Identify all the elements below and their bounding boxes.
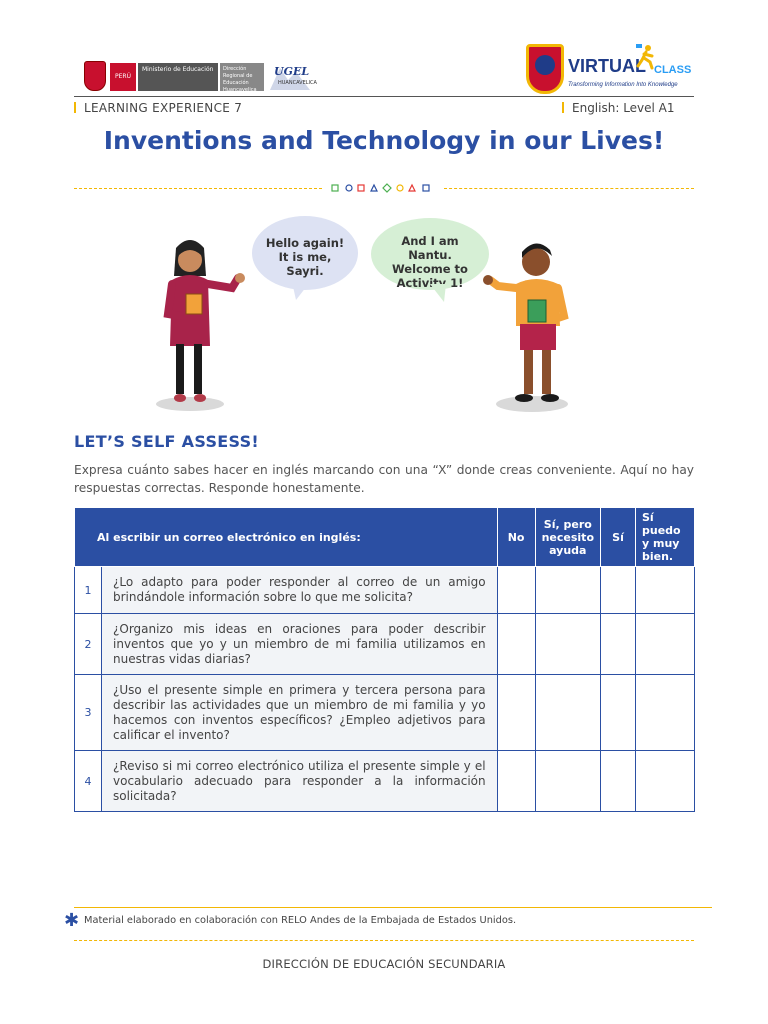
answer-cell-muy-bien[interactable]	[636, 675, 695, 751]
peru-shield-icon	[84, 61, 106, 91]
table-row	[75, 567, 695, 614]
gov-peru-label: PERÚ	[110, 63, 136, 91]
table-row	[75, 614, 695, 675]
answer-cell-si-ayuda[interactable]	[535, 675, 600, 751]
asterisk-icon: ✱	[64, 910, 80, 931]
answer-cell-si[interactable]	[601, 675, 636, 751]
page-title: Inventions and Technology in our Lives!	[103, 126, 665, 155]
virtual-class-text: CLASS	[654, 64, 692, 76]
answer-cell-no[interactable]	[497, 751, 535, 812]
sayri-speech-bubble	[252, 216, 358, 290]
learning-experience-label: LEARNING EXPERIENCE 7	[74, 101, 242, 115]
self-assessment-table	[74, 507, 695, 812]
title-divider-right	[444, 188, 694, 189]
answer-cell-muy-bien[interactable]	[636, 614, 695, 675]
sayri-bubble-tail	[292, 282, 310, 300]
virtual-tagline: Transforming Information Into Knowledge	[568, 82, 678, 88]
column-header-muy-bien: Sí puedo y muy bien.	[636, 508, 695, 567]
row-number: 3	[75, 675, 102, 751]
table-header-row	[75, 508, 695, 567]
header-rule	[74, 96, 694, 97]
answer-cell-si[interactable]	[601, 567, 636, 614]
answer-cell-muy-bien[interactable]	[636, 751, 695, 812]
nantu-speech-text: And I am Nantu. Welcome to Activity 1!	[392, 234, 468, 290]
answer-cell-no[interactable]	[497, 567, 535, 614]
nantu-bubble-tail	[430, 284, 446, 302]
sayri-illustration	[154, 236, 254, 412]
column-header-no: No	[497, 508, 535, 567]
school-shield-icon	[526, 44, 564, 94]
virtual-brand-text: VIRTUAL	[568, 56, 646, 76]
footer-divider	[74, 940, 694, 941]
column-header-si: Sí	[601, 508, 636, 567]
answer-cell-muy-bien[interactable]	[636, 567, 695, 614]
gov-direction-label: Dirección Regional de Educación Huancavelica	[220, 63, 264, 91]
footer-note: Material elaborado en colaboración con RELO Andes de la Embajada de Estados Unidos.	[84, 915, 517, 926]
answer-cell-si-ayuda[interactable]	[535, 751, 600, 812]
nantu-speech-bubble	[371, 218, 489, 290]
table-row	[75, 751, 695, 812]
virtual-class-logo	[526, 42, 696, 98]
row-question: ¿Organizo mis ideas en oraciones para poder describir inventos que yo y un miembro de mi familia utilizamos en nuestras vidas diarias?	[102, 614, 498, 675]
column-header-si-ayuda: Sí, pero necesito ayuda	[535, 508, 600, 567]
decorative-shapes-icon	[330, 182, 438, 194]
nantu-illustration	[480, 240, 580, 416]
footer-department: DIRECCIÓN DE EDUCACIÓN SECUNDARIA	[262, 957, 506, 971]
level-label: English: Level A1	[562, 101, 675, 115]
answer-cell-si-ayuda[interactable]	[535, 567, 600, 614]
government-logo	[84, 61, 264, 93]
ugel-text: UGEL	[274, 65, 310, 78]
ugel-sub-text: HUANCAVELICA	[278, 80, 317, 86]
answer-cell-no[interactable]	[497, 614, 535, 675]
row-number: 2	[75, 614, 102, 675]
section-intro: Expresa cuánto sabes hacer en inglés marcando con una “X” donde creas conveniente. Aquí no hay respuestas correctas. Responde honestamente.	[74, 463, 694, 495]
answer-cell-si[interactable]	[601, 614, 636, 675]
row-number: 4	[75, 751, 102, 812]
row-question: ¿Reviso si mi correo electrónico utiliza el presente simple y el vocabulario adecuado para responder a la información solicitada?	[102, 751, 498, 812]
table-row	[75, 675, 695, 751]
answer-cell-si-ayuda[interactable]	[535, 614, 600, 675]
row-question: ¿Lo adapto para poder responder al correo de un amigo brindándole información sobre lo que me solicita?	[102, 567, 498, 614]
row-question: ¿Uso el presente simple en primera y tercera persona para describir las actividades que un miembro de mi familia y yo hacemos con inventos específicos? ¿Empleo adjetivos para calificar el invento?	[102, 675, 498, 751]
sayri-speech-text: Hello again! It is me, Sayri.	[265, 236, 345, 278]
answer-cell-si[interactable]	[601, 751, 636, 812]
row-number: 1	[75, 567, 102, 614]
ugel-logo	[266, 62, 317, 94]
footer-rule	[74, 907, 712, 908]
person-running-icon	[634, 44, 656, 70]
title-divider-left	[74, 188, 322, 189]
answer-cell-no[interactable]	[497, 675, 535, 751]
table-header-question: Al escribir un correo electrónico en inglés:	[75, 508, 498, 567]
section-title: LET’S SELF ASSESS!	[74, 432, 260, 451]
gov-ministry-label: Ministerio de Educación	[138, 63, 218, 91]
